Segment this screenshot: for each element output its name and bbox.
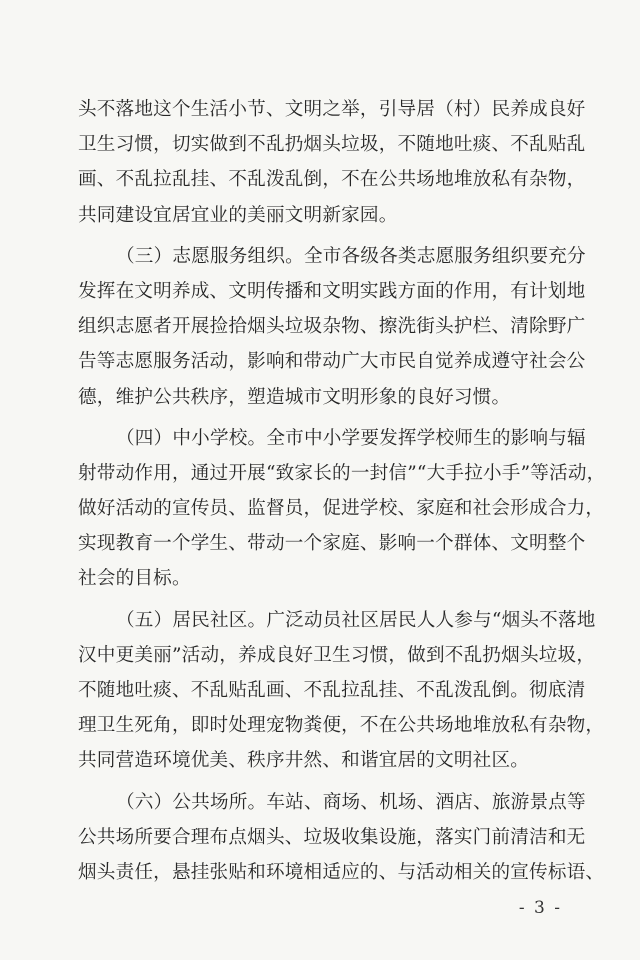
paragraph-communities xyxy=(78,603,605,779)
paragraph-schools xyxy=(78,421,606,597)
text-line: 实现教育一个学生、带动一个家庭、影响一个群体、文明整个 xyxy=(78,533,586,555)
page-number: - 3 - xyxy=(518,898,562,918)
text-line: 画、不乱拉乱挂、不乱泼乱倒，不在公共场地堆放私有杂物， xyxy=(78,169,586,191)
text-line: （五）居民社区。广泛动员社区居民人人参与“烟头不落地 xyxy=(116,609,596,631)
text-line: 做好活动的宣传员、监督员，促进学校、家庭和社会形成合力， xyxy=(78,498,605,520)
text-line: 烟头责任，悬挂张贴和环境相适应的、与活动相关的宣传标语、 xyxy=(78,861,605,883)
paragraph-continuation xyxy=(78,92,586,233)
text-line: （三）志愿服务组织。全市各级各类志愿服务组织要充分 xyxy=(116,245,586,267)
paragraph-volunteer-organizations xyxy=(78,239,586,415)
text-line: 理卫生死角，即时处理宠物粪便，不在公共场地堆放私有杂物， xyxy=(78,715,605,737)
text-line: 公共场所要合理布点烟头、垃圾收集设施，落实门前清洁和无 xyxy=(78,826,586,848)
text-line: 头不落地这个生活小节、文明之举，引导居（村）民养成良好 xyxy=(78,99,586,120)
text-line: （四）中小学校。全市中小学要发挥学校师生的影响与辐 xyxy=(116,427,586,449)
text-line: 社会的目标。 xyxy=(78,568,191,590)
text-line: 共同营造环境优美、秩序井然、和谐宜居的文明社区。 xyxy=(78,750,530,772)
paragraph-public-places xyxy=(78,785,605,891)
text-line: （六）公共场所。车站、商场、机场、酒店、旅游景点等 xyxy=(116,791,586,813)
text-line: 汉中更美丽”活动，养成良好卫生习惯，做到不乱扔烟头垃圾， xyxy=(78,644,596,666)
text-line: 射带动作用，通过开展“致家长的一封信”“大手拉小手”等活动， xyxy=(78,462,606,484)
text-line: 组织志愿者开展捡拾烟头垃圾杂物、擦洗街头护栏、清除野广 xyxy=(78,316,586,338)
document-body xyxy=(78,92,606,890)
text-line: 共同建设宜居宜业的美丽文明新家园。 xyxy=(78,204,398,226)
text-line: 德，维护公共秩序，塑造城市文明形象的良好习惯。 xyxy=(78,386,511,408)
text-line: 发挥在文明养成、文明传播和文明实践方面的作用，有计划地 xyxy=(78,280,586,302)
text-line: 告等志愿服务活动，影响和带动广大市民自觉养成遵守社会公 xyxy=(78,351,586,373)
text-line: 卫生习惯，切实做到不乱扔烟头垃圾，不随地吐痰、不乱贴乱 xyxy=(78,134,586,156)
text-line: 不随地吐痰、不乱贴乱画、不乱拉乱挂、不乱泼乱倒。彻底清 xyxy=(78,680,586,701)
